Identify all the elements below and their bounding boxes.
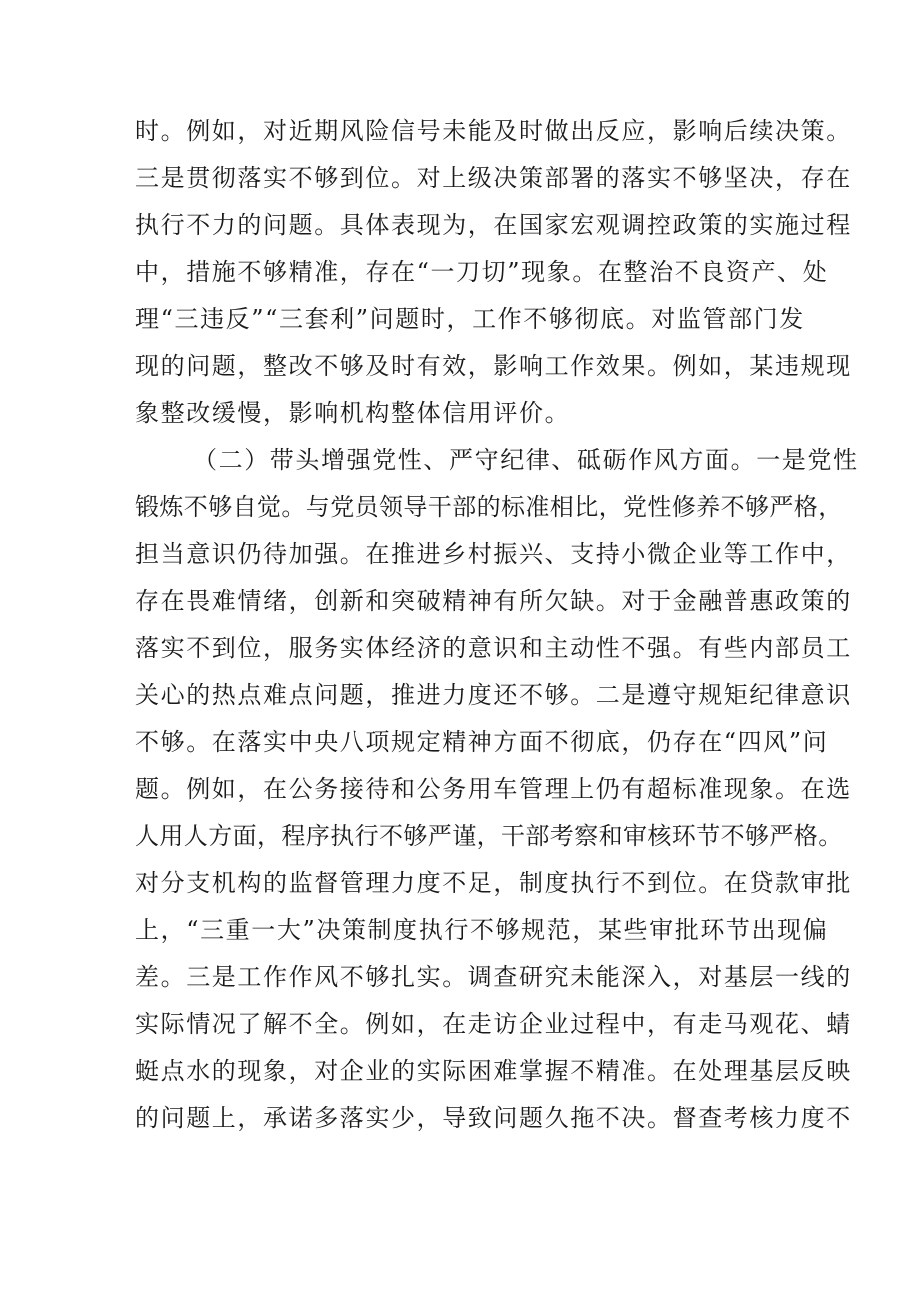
- text-line: 中，措施不够精准，存在“一刀切”现象。在整治不良资产、处: [135, 258, 829, 286]
- text-line: 题。例如，在公务接待和公务用车管理上仍有超标准现象。在选: [135, 775, 852, 803]
- text-line: 理“三违反”“三套利”问题时，工作不够彻底。对监管部门发: [135, 305, 805, 333]
- text-line: 差。三是工作作风不够扎实。调查研究未能深入，对基层一线的: [135, 963, 852, 991]
- text-line: 现的问题，整改不够及时有效，影响工作效果。例如，某违规现: [135, 352, 852, 380]
- text-line: 的问题上，承诺多落实少，导致问题久拖不决。督查考核力度不: [135, 1104, 852, 1132]
- text-line: 象整改缓慢，影响机构整体信用评价。: [135, 399, 571, 427]
- text-line: 执行不力的问题。具体表现为，在国家宏观调控政策的实施过程: [135, 211, 852, 239]
- text-line: 实际情况了解不全。例如，在走访企业过程中，有走马观花、蜻: [135, 1010, 852, 1038]
- text-line: 锻炼不够自觉。与党员领导干部的标准相比，党性修养不够严格，: [135, 493, 843, 521]
- text-line: 关心的热点难点问题，推进力度还不够。二是遵守规矩纪律意识: [135, 681, 852, 709]
- text-line: 担当意识仍待加强。在推进乡村振兴、支持小微企业等工作中，: [135, 540, 852, 568]
- text-line: 落实不到位，服务实体经济的意识和主动性不强。有些内部员工: [135, 634, 852, 662]
- text-line: 时。例如，对近期风险信号未能及时做出反应，影响后续决策。: [135, 117, 852, 145]
- text-line: 对分支机构的监督管理力度不足，制度执行不到位。在贷款审批: [135, 869, 852, 897]
- text-line: 上，“三重一大”决策制度执行不够规范，某些审批环节出现偏: [135, 916, 829, 944]
- text-line: 人用人方面，程序执行不够严谨，干部考察和审核环节不够严格。: [135, 822, 843, 850]
- text-line: 三是贯彻落实不够到位。对上级决策部署的落实不够坚决，存在: [135, 164, 852, 192]
- text-line: 不够。在落实中央八项规定精神方面不彻底，仍存在“四风”问: [135, 728, 829, 756]
- text-line: 存在畏难情绪，创新和突破精神有所欠缺。对于金融普惠政策的: [135, 587, 852, 615]
- text-line: 蜓点水的现象，对企业的实际困难掌握不精准。在处理基层反映: [135, 1057, 852, 1085]
- document-body: [135, 108, 859, 1142]
- section-heading-line: （二）带头增强党性、严守纪律、砥砺作风方面。一是党性: [193, 446, 859, 474]
